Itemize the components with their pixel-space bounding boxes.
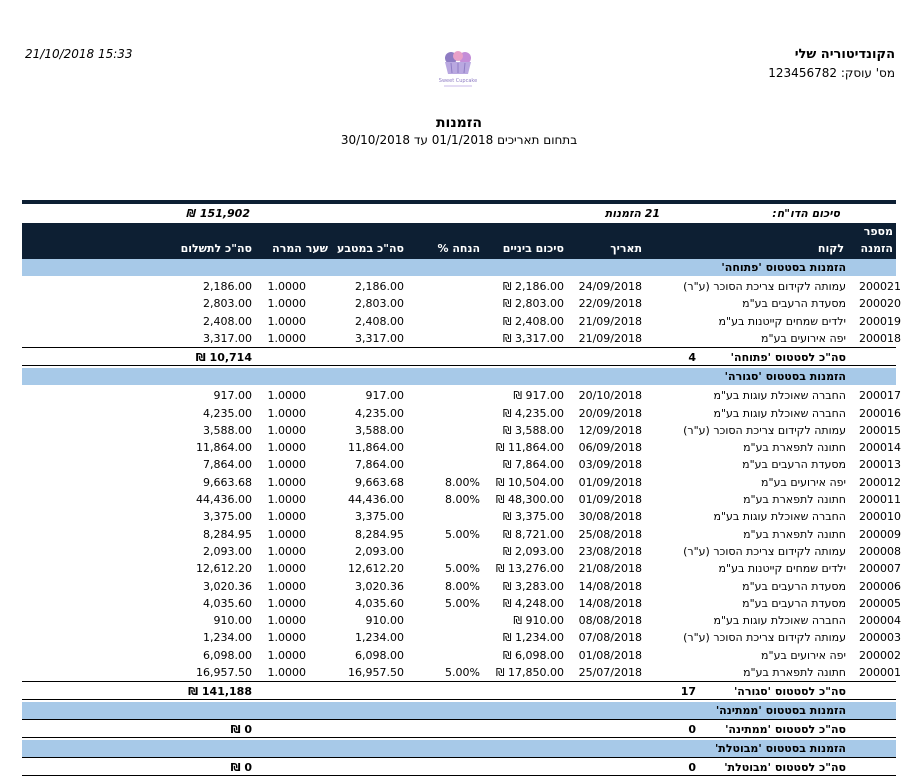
status-group-header [22, 702, 896, 719]
total-to-pay: 2,408.00 [203, 314, 252, 328]
table-row [22, 422, 901, 439]
status-total-label: סה"כ לסטטוס 'סגורה' [733, 685, 846, 699]
cupcake-logo [438, 48, 478, 90]
customer-name: חתונה לתפארת בע"מ [743, 527, 846, 541]
total-in-currency: 2,186.00 [355, 280, 404, 293]
order-date: 25/08/2018 [578, 527, 642, 541]
total-to-pay: 917.00 [213, 389, 252, 403]
total-to-pay: 3,020.36 [203, 579, 252, 593]
status-group-header [22, 259, 896, 276]
logo-text: Sweet Cupcake [438, 78, 478, 84]
status-total-amount: ₪ 0 [230, 723, 252, 737]
total-in-currency: 9,663.68 [355, 475, 404, 489]
customer-name: יפה אירועים בע"מ [761, 648, 846, 662]
summary-label: סיכום הדו"ח: [772, 207, 840, 220]
total-in-currency: 4,235.00 [355, 406, 404, 420]
table-row [22, 595, 901, 612]
exchange-rate: 1.0000 [267, 297, 306, 311]
table-row [22, 330, 901, 347]
customer-name: החברה שאוכלת עוגות בע"מ [713, 614, 846, 628]
subtotal-amount: ₪ 7,864.00 [502, 458, 564, 472]
customer-name: מסעדת הרעבים בע"מ [742, 458, 846, 472]
discount-percent: 8.00% [445, 475, 480, 489]
total-in-currency: 16,957.50 [348, 666, 404, 679]
total-to-pay: 12,612.20 [196, 562, 252, 576]
exchange-rate: 1.0000 [267, 280, 306, 293]
total-in-currency: 11,864.00 [348, 441, 404, 455]
total-to-pay: 910.00 [213, 614, 252, 628]
exchange-rate: 1.0000 [267, 314, 306, 328]
exchange-rate: 1.0000 [267, 493, 306, 506]
customer-name: עמותה לקידום צריכת הסוכר (ע"ר) [683, 423, 846, 437]
customer-name: יפה אירועים בע"מ [761, 331, 846, 345]
order-number: 200001 [859, 666, 901, 679]
status-group-title: הזמנות בסטטוס 'ממתינה' [715, 704, 846, 718]
subtotal-amount: ₪ 3,283.00 [502, 579, 564, 593]
status-total-amount: ₪ 10,714 [195, 351, 252, 365]
table-row [22, 295, 901, 312]
total-to-pay: 2,803.00 [203, 297, 252, 311]
exchange-rate: 1.0000 [267, 596, 306, 610]
discount-percent: 8.00% [445, 579, 480, 593]
status-total-amount: ₪ 0 [230, 761, 252, 775]
order-number: 200007 [859, 562, 901, 576]
total-in-currency: 2,408.00 [355, 314, 404, 328]
discount-percent: 8.00% [445, 493, 480, 506]
status-group-header [22, 740, 896, 757]
order-number: 200004 [859, 614, 901, 628]
total-to-pay: 2,093.00 [203, 544, 252, 558]
status-total-count: 0 [688, 761, 696, 775]
customer-name: מסעדת הרעבים בע"מ [742, 297, 846, 311]
subtotal-amount: ₪ 917.00 [513, 389, 564, 403]
exchange-rate: 1.0000 [267, 423, 306, 437]
table-row [22, 629, 901, 646]
customer-name: חתונה לתפארת בע"מ [743, 666, 846, 679]
order-date: 25/07/2018 [578, 666, 642, 679]
order-number: 200002 [859, 648, 901, 662]
total-to-pay: 3,375.00 [203, 510, 252, 524]
status-total-label: סה"כ לסטטוס 'ממתינה' [725, 723, 846, 737]
order-number: 200003 [859, 631, 901, 645]
total-to-pay: 3,588.00 [203, 423, 252, 437]
customer-name: החברה שאוכלת עוגות בע"מ [713, 406, 846, 420]
order-date: 07/08/2018 [578, 631, 642, 645]
total-in-currency: 3,020.36 [355, 579, 404, 593]
table-row [22, 278, 901, 295]
customer-name: מסעדת הרעבים בע"מ [742, 579, 846, 593]
customer-name: חתונה לתפארת בע"מ [743, 441, 846, 455]
table-row [22, 313, 901, 330]
exchange-rate: 1.0000 [267, 389, 306, 403]
subtotal-amount: ₪ 4,248.00 [502, 596, 564, 610]
total-in-currency: 8,284.95 [355, 527, 404, 541]
order-date: 24/09/2018 [578, 280, 642, 293]
table-row [22, 387, 901, 404]
status-group-total [22, 347, 896, 366]
subtotal-amount: ₪ 1,234.00 [502, 631, 564, 645]
order-number: 200011 [859, 493, 901, 506]
order-date: 14/08/2018 [578, 596, 642, 610]
table-row [22, 526, 901, 543]
order-date: 21/09/2018 [578, 331, 642, 345]
order-number: 200006 [859, 579, 901, 593]
exchange-rate: 1.0000 [267, 475, 306, 489]
company-name: הקונדיטוריה שלי [794, 47, 895, 62]
total-to-pay: 7,864.00 [203, 458, 252, 472]
report-title: הזמנות [435, 115, 483, 131]
col-date: תאריך [610, 242, 642, 255]
order-number: 200020 [859, 297, 901, 311]
status-total-amount: ₪ 141,188 [188, 685, 252, 699]
table-row [22, 647, 901, 664]
table-row [22, 508, 901, 525]
subtotal-amount: ₪ 2,093.00 [502, 544, 564, 558]
order-date: 12/09/2018 [578, 423, 642, 437]
order-date: 01/08/2018 [578, 648, 642, 662]
order-number: 200008 [859, 544, 901, 558]
exchange-rate: 1.0000 [267, 406, 306, 420]
total-to-pay: 6,098.00 [203, 648, 252, 662]
order-date: 06/09/2018 [578, 441, 642, 455]
exchange-rate: 1.0000 [267, 527, 306, 541]
exchange-rate: 1.0000 [267, 331, 306, 345]
col-total-pay: סה"כ לתשלום [180, 242, 252, 255]
status-group-total [22, 681, 896, 700]
discount-percent: 5.00% [445, 562, 480, 576]
summary-count: 21 [644, 207, 660, 220]
order-date: 20/09/2018 [578, 406, 642, 420]
status-group-total [22, 719, 896, 738]
report-summary [22, 205, 896, 222]
total-in-currency: 910.00 [365, 614, 404, 628]
exchange-rate: 1.0000 [267, 544, 306, 558]
total-in-currency: 6,098.00 [355, 648, 404, 662]
status-group-total [22, 757, 896, 776]
status-group-title: הזמנות בסטטוס 'מבוטלת' [714, 742, 846, 756]
subtotal-amount: ₪ 17,850.00 [495, 666, 564, 679]
exchange-rate: 1.0000 [267, 562, 306, 576]
total-to-pay: 4,035.60 [203, 596, 252, 610]
exchange-rate: 1.0000 [267, 441, 306, 455]
total-to-pay: 2,186.00 [203, 280, 252, 293]
order-date: 30/08/2018 [578, 510, 642, 524]
total-in-currency: 3,588.00 [355, 423, 404, 437]
order-number: 200012 [859, 475, 901, 489]
order-number: 200015 [859, 423, 901, 437]
order-number: 200014 [859, 441, 901, 455]
status-total-label: סה"כ לסטטוס 'פתוחה' [730, 351, 846, 365]
order-date: 03/09/2018 [578, 458, 642, 472]
customer-name: עמותה לקידום צריכת הסוכר (ע"ר) [683, 631, 846, 645]
col-total-currency: סה"כ במטבע [337, 242, 404, 255]
customer-name: עמותה לקידום צריכת הסוכר (ע"ר) [683, 280, 846, 293]
customer-name: מסעדת הרעבים בע"מ [742, 596, 846, 610]
subtotal-amount: ₪ 2,408.00 [502, 314, 564, 328]
customer-name: חתונה לתפארת בע"מ [743, 493, 846, 506]
table-row [22, 439, 901, 456]
col-order-no-1: מספר [863, 225, 893, 238]
exchange-rate: 1.0000 [267, 666, 306, 679]
total-to-pay: 16,957.50 [196, 666, 252, 679]
subtotal-amount: ₪ 8,721.00 [502, 527, 564, 541]
table-row [22, 474, 901, 491]
order-date: 08/08/2018 [578, 614, 642, 628]
order-number: 200005 [859, 596, 901, 610]
exchange-rate: 1.0000 [267, 648, 306, 662]
customer-name: ילדים שמחים קייטנות בע"מ [718, 562, 846, 576]
subtotal-amount: ₪ 10,504.00 [495, 475, 564, 489]
col-customer: לקוח [817, 242, 844, 255]
col-rate: שער המרה [272, 242, 328, 255]
subtotal-amount: ₪ 2,803.00 [502, 297, 564, 311]
table-row [22, 560, 901, 577]
total-to-pay: 11,864.00 [196, 441, 252, 455]
exchange-rate: 1.0000 [267, 510, 306, 524]
subtotal-amount: ₪ 2,186.00 [502, 280, 564, 293]
table-row [22, 664, 901, 681]
total-in-currency: 3,375.00 [355, 510, 404, 524]
total-to-pay: 4,235.00 [203, 406, 252, 420]
order-date: 01/09/2018 [578, 475, 642, 489]
exchange-rate: 1.0000 [267, 458, 306, 472]
subtotal-amount: ₪ 3,317.00 [502, 331, 564, 345]
order-date: 22/09/2018 [578, 297, 642, 311]
total-in-currency: 12,612.20 [348, 562, 404, 576]
subtotal-amount: ₪ 6,098.00 [502, 648, 564, 662]
col-order-no-2: הזמנה [860, 242, 893, 255]
status-total-count: 4 [688, 351, 696, 365]
order-number: 200010 [859, 510, 901, 524]
status-group-header [22, 368, 896, 385]
status-group-title: הזמנות בסטטוס 'סגורה' [724, 370, 846, 384]
order-number: 200013 [859, 458, 901, 472]
order-date: 14/08/2018 [578, 579, 642, 593]
total-to-pay: 8,284.95 [203, 527, 252, 541]
total-in-currency: 4,035.60 [355, 596, 404, 610]
order-date: 21/09/2018 [578, 314, 642, 328]
customer-name: יפה אירועים בע"מ [761, 475, 846, 489]
summary-total: ₪ 151,902 [186, 207, 250, 220]
order-date: 01/09/2018 [578, 493, 642, 506]
total-to-pay: 1,234.00 [203, 631, 252, 645]
total-in-currency: 917.00 [365, 389, 404, 403]
col-subtotal: סיכום ביניים [502, 242, 564, 255]
subtotal-amount: ₪ 4,235.00 [502, 406, 564, 420]
customer-name: ילדים שמחים קייטנות בע"מ [718, 314, 846, 328]
table-row [22, 405, 901, 422]
order-date: 23/08/2018 [578, 544, 642, 558]
table-row [22, 578, 901, 595]
customer-name: עמותה לקידום צריכת הסוכר (ע"ר) [683, 544, 846, 558]
order-number: 200018 [859, 331, 901, 345]
cupcake-icon [438, 48, 478, 90]
order-number: 200021 [859, 280, 901, 293]
order-date: 21/08/2018 [578, 562, 642, 576]
exchange-rate: 1.0000 [267, 614, 306, 628]
table-row [22, 543, 901, 560]
discount-percent: 5.00% [445, 527, 480, 541]
report-datetime: 21/10/2018 15:33 [25, 47, 133, 61]
table-row [22, 491, 901, 508]
total-in-currency: 7,864.00 [355, 458, 404, 472]
table-row [22, 456, 901, 473]
customer-name: החברה שאוכלת עוגות בע"מ [713, 389, 846, 403]
order-number: 200009 [859, 527, 901, 541]
total-in-currency: 2,803.00 [355, 297, 404, 311]
business-number: מס' עוסק: 123456782 [768, 66, 895, 80]
total-to-pay: 9,663.68 [203, 475, 252, 489]
exchange-rate: 1.0000 [267, 579, 306, 593]
order-number: 200016 [859, 406, 901, 420]
total-in-currency: 2,093.00 [355, 544, 404, 558]
col-discount: % הנחה [437, 242, 480, 255]
total-in-currency: 44,436.00 [348, 493, 404, 506]
status-total-label: סה"כ לסטטוס 'מבוטלת' [724, 761, 846, 775]
status-total-count: 17 [680, 685, 696, 699]
exchange-rate: 1.0000 [267, 631, 306, 645]
total-to-pay: 3,317.00 [203, 331, 252, 345]
subtotal-amount: ₪ 13,276.00 [495, 562, 564, 576]
status-group-title: הזמנות בסטטוס 'פתוחה' [721, 261, 846, 274]
order-number: 200019 [859, 314, 901, 328]
subtotal-amount: ₪ 910.00 [513, 614, 564, 628]
status-total-count: 0 [688, 723, 696, 737]
top-divider [22, 200, 896, 204]
subtotal-amount: ₪ 11,864.00 [495, 441, 564, 455]
report-date-range: בתחום תאריכים 01/1/2018 עד 30/10/2018 [340, 133, 578, 147]
subtotal-amount: ₪ 3,375.00 [502, 510, 564, 524]
subtotal-amount: ₪ 48,300.00 [495, 493, 564, 506]
table-row [22, 612, 901, 629]
table-header [22, 223, 896, 259]
discount-percent: 5.00% [445, 596, 480, 610]
total-in-currency: 1,234.00 [355, 631, 404, 645]
total-to-pay: 44,436.00 [196, 493, 252, 506]
subtotal-amount: ₪ 3,588.00 [502, 423, 564, 437]
order-number: 200017 [859, 389, 901, 403]
total-in-currency: 3,317.00 [355, 331, 404, 345]
summary-count-label: הזמנות [604, 207, 641, 220]
customer-name: החברה שאוכלת עוגות בע"מ [713, 510, 846, 524]
order-date: 20/10/2018 [578, 389, 642, 403]
discount-percent: 5.00% [445, 666, 480, 679]
